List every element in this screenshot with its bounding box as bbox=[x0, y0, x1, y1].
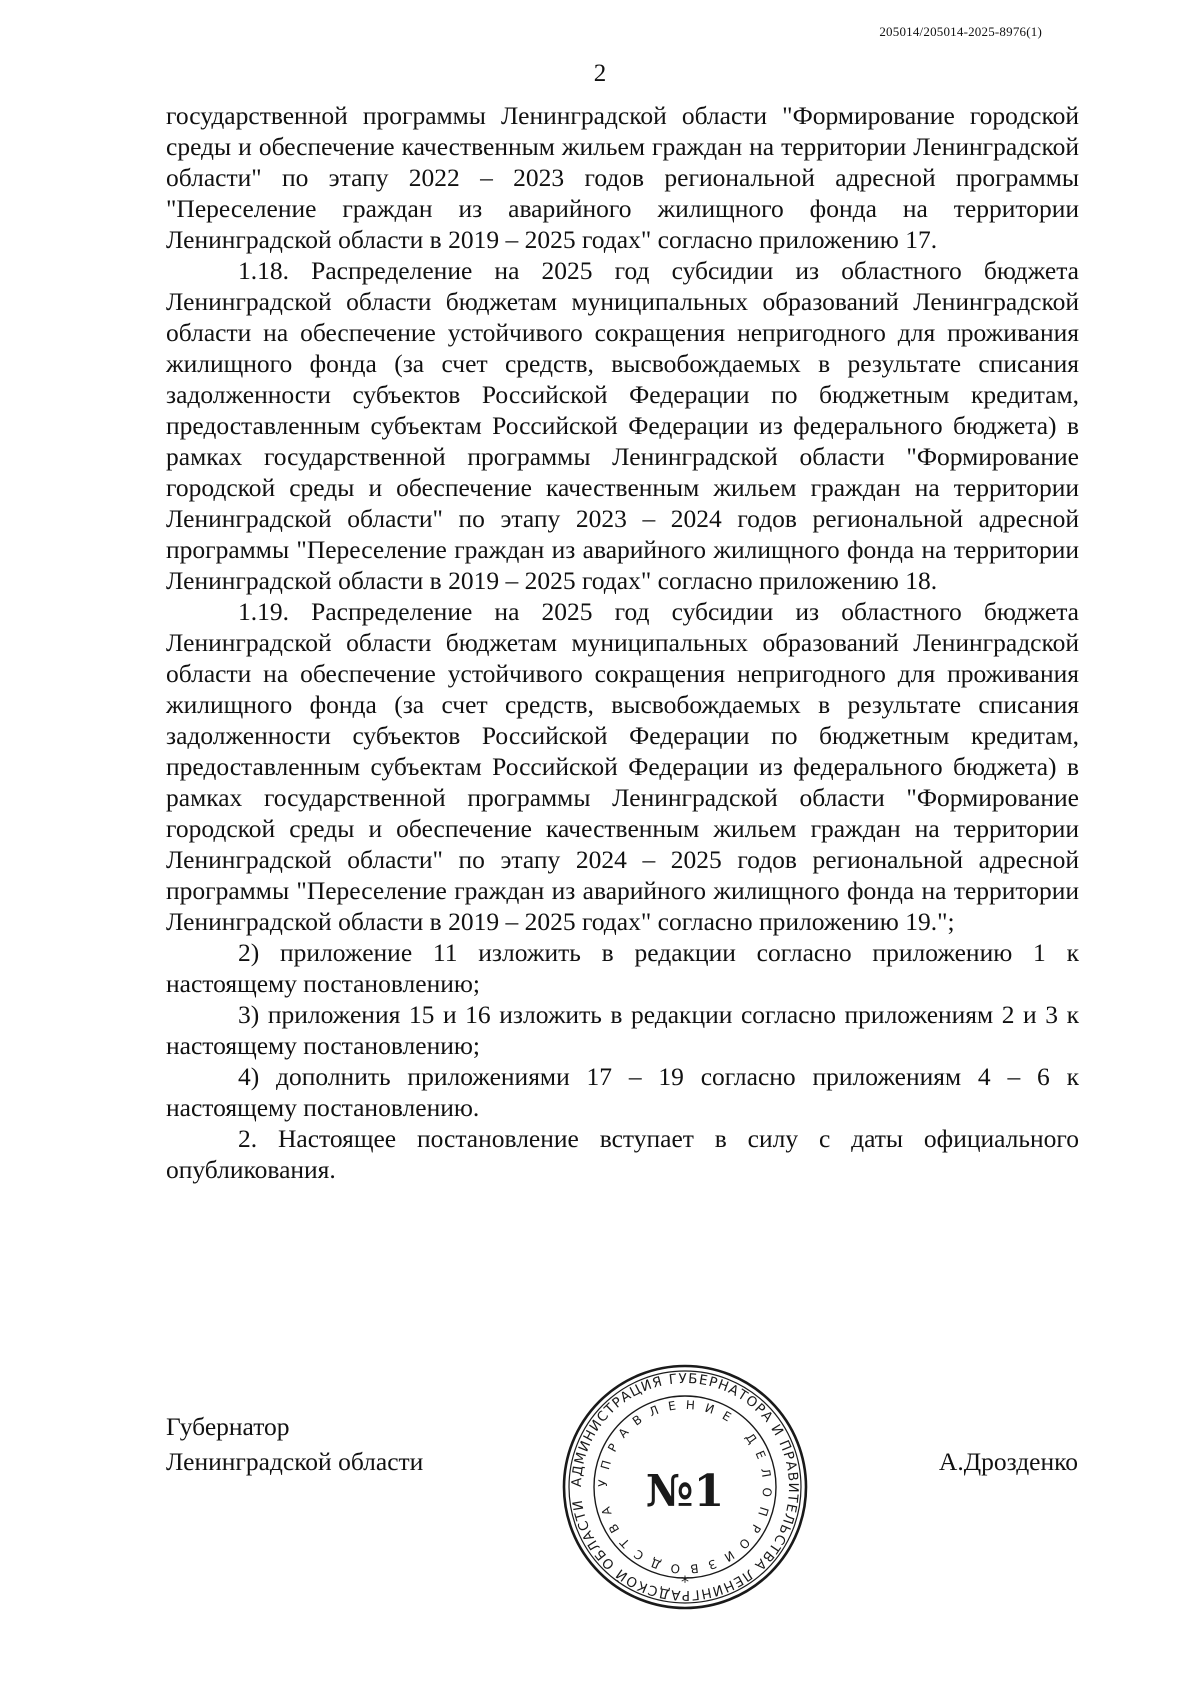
page-number: 2 bbox=[593, 60, 607, 87]
seal-graphic bbox=[560, 1362, 810, 1612]
signatory-title-line2: Ленинградской области bbox=[166, 1447, 424, 1476]
paragraph-clause-2: 2. Настоящее постановление вступает в силу с даты официального опубликования. bbox=[166, 1124, 1079, 1184]
seal-inner-text: УПРАВЛЕНИЕ ДЕЛОПРОИЗВОДСТВА bbox=[595, 1397, 775, 1576]
seal-number: №1 bbox=[645, 1466, 725, 1517]
paragraph-1-19: 1.19. Распределение на 2025 год субсидии из областного бюджета Ленинградской области бюджетам муниципальных образований Ленинградской области на обеспечение устойчивого сокращения непригодного для проживания жилищного фонда (за счет средств, высвобождаемых в результате списания задолженности субъектов Российской Федерации по бюджетным кредитам, предоставленным субъектам Российской Федерации из федерального бюджета) в рамках государственной программы Ленинградской области "Формирование городской среды и обеспечение качественным жильем граждан на территории Ленинградской области" по этапу 2024 – 2025 годов региональной адресной программы "Переселение граждан из аварийного жилищного фонда на территории Ленинградской области в 2019 – 2025 годах" согласно приложению 19."; bbox=[166, 597, 1079, 936]
seal-outer-text: АДМИНИСТРАЦИЯ ГУБЕРНАТОРА И ПРАВИТЕЛЬСТВА ЛЕНИНГРАДСКОЙ ОБЛАСТИ bbox=[568, 1370, 802, 1604]
seal-star: * bbox=[681, 1572, 689, 1591]
paragraph-continuation: государственной программы Ленинградской области "Формирование городской среды и обеспечение качественным жильем граждан на территории Ленинградской области" по этапу 2022 – 2023 годов региональной адресной программы "Переселение граждан из аварийного жилищного фонда на территории Ленинградской области в 2019 – 2025 годах" согласно приложению 17. bbox=[166, 101, 1079, 254]
official-seal-stamp bbox=[560, 1362, 810, 1612]
paragraph-item-2: 2) приложение 11 изложить в редакции согласно приложению 1 к настоящему постановлению; bbox=[166, 938, 1079, 998]
paragraph-item-4: 4) дополнить приложениями 17 – 19 согласно приложениям 4 – 6 к настоящему постановлению. bbox=[166, 1062, 1079, 1122]
document-id: 205014/205014-2025-8976(1) bbox=[879, 24, 1042, 39]
signatory-name: А.Дрозденко bbox=[938, 1447, 1078, 1476]
signatory-title bbox=[166, 1409, 423, 1479]
paragraph-1-18: 1.18. Распределение на 2025 год субсидии из областного бюджета Ленинградской области бюджетам муниципальных образований Ленинградской области на обеспечение устойчивого сокращения непригодного для проживания жилищного фонда (за счет средств, высвобождаемых в результате списания задолженности субъектов Российской Федерации по бюджетным кредитам, предоставленным субъектам Российской Федерации из федерального бюджета) в рамках государственной программы Ленинградской области "Формирование городской среды и обеспечение качественным жильем граждан на территории Ленинградской области" по этапу 2023 – 2024 годов региональной адресной программы "Переселение граждан из аварийного жилищного фонда на территории Ленинградской области в 2019 – 2025 годах" согласно приложению 18. bbox=[166, 256, 1079, 595]
paragraph-item-3: 3) приложения 15 и 16 изложить в редакции согласно приложениям 2 и 3 к настоящему постановлению; bbox=[166, 1000, 1079, 1060]
signatory-title-line1: Губернатор bbox=[166, 1412, 290, 1441]
document-body bbox=[166, 100, 1079, 1185]
